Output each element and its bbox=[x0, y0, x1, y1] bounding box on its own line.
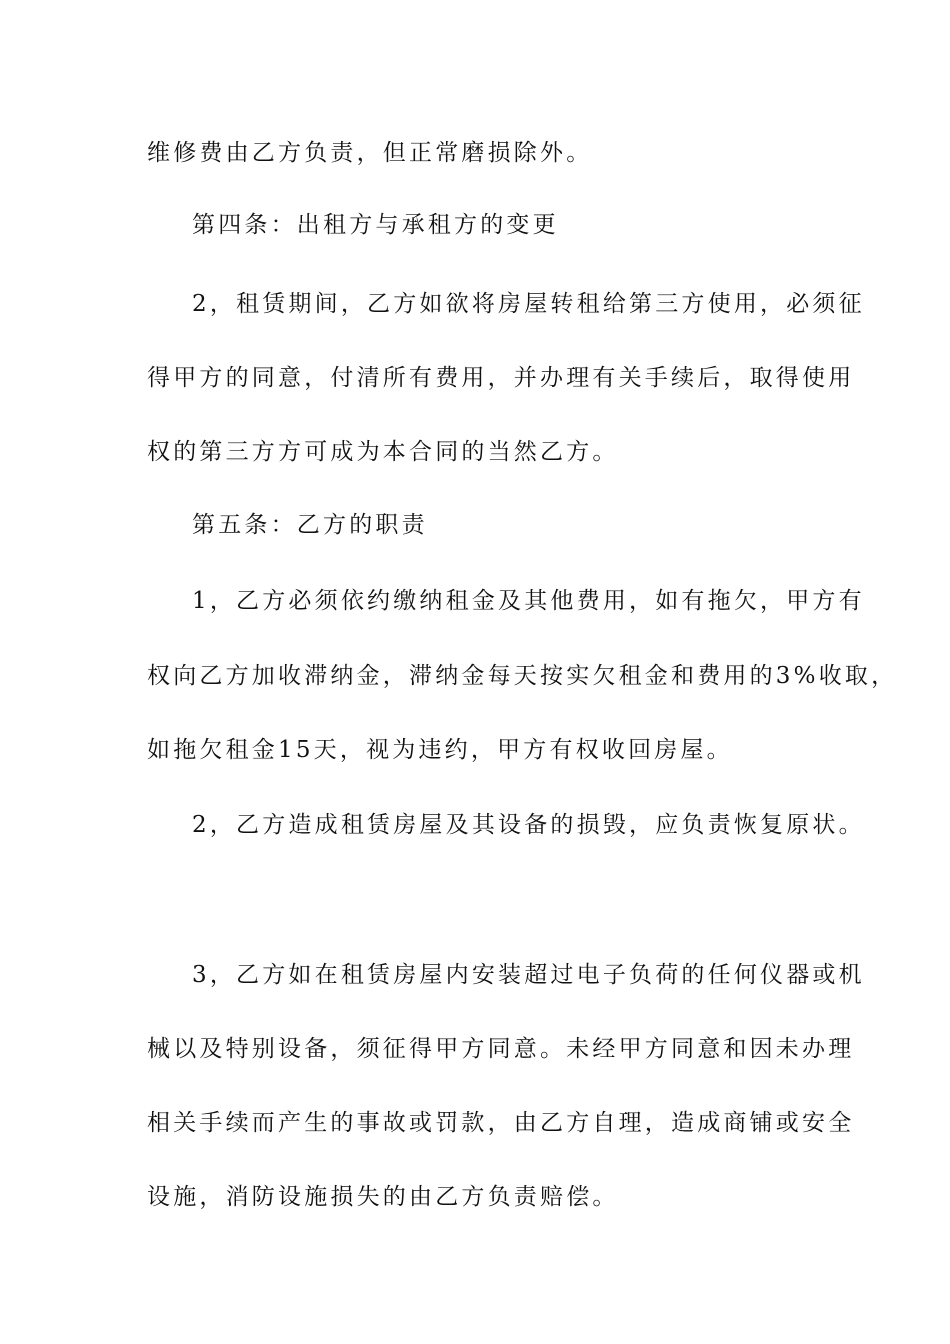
section-heading-four: 第四条：出租方与承租方的变更 bbox=[192, 212, 559, 238]
section-heading-five: 第五条：乙方的职责 bbox=[192, 512, 428, 538]
paragraph-line-3: 2，租赁期间，乙方如欲将房屋转租给第三方使用，必须征 bbox=[192, 291, 865, 317]
paragraph-line-11: 3，乙方如在租赁房屋内安装超过电子负荷的任何仪器或机 bbox=[192, 962, 865, 988]
paragraph-line-1: 维修费由乙方负责，但正常磨损除外。 bbox=[147, 140, 593, 166]
paragraph-line-8: 权向乙方加收滞纳金，滞纳金每天按实欠租金和费用的3%收取， bbox=[147, 663, 898, 689]
paragraph-line-5: 权的第三方方可成为本合同的当然乙方。 bbox=[147, 439, 619, 465]
paragraph-line-14: 设施，消防设施损失的由乙方负责赔偿。 bbox=[147, 1184, 619, 1210]
paragraph-line-10: 2，乙方造成租赁房屋及其设备的损毁，应负责恢复原状。 bbox=[192, 812, 865, 838]
paragraph-line-12: 械以及特别设备，须征得甲方同意。未经甲方同意和因未办理 bbox=[147, 1036, 855, 1062]
paragraph-line-7: 1，乙方必须依约缴纳租金及其他费用，如有拖欠，甲方有 bbox=[192, 588, 865, 614]
paragraph-line-4: 得甲方的同意，付清所有费用，并办理有关手续后，取得使用 bbox=[147, 365, 855, 391]
paragraph-line-13: 相关手续而产生的事故或罚款，由乙方自理，造成商铺或安全 bbox=[147, 1110, 855, 1136]
paragraph-line-9: 如拖欠租金15天，视为违约，甲方有权收回房屋。 bbox=[147, 737, 733, 763]
